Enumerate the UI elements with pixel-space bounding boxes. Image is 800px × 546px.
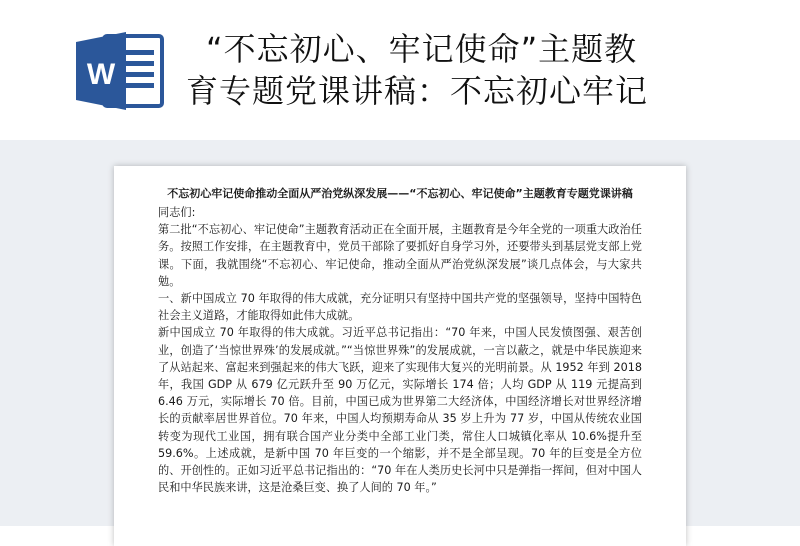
paragraph-intro: 第二批“不忘初心、牢记使命”主题教育活动正在全面开展，主题教育是今年全党的一项重大政治任务。按照工作安排，在主题教育中，党员干部除了要抓好自身学习外，还要带头到基层党支部上党课。下面，我就围绕“不忘初心、牢记使命，推动全面从严治党纵深发展”谈几点体会，与大家共勉。: [158, 223, 642, 288]
document-title: 不忘初心牢记使命推动全面从严治党纵深发展——“不忘初心、牢记使命”主题教育专题党课讲稿: [167, 187, 633, 200]
document-body: [158, 204, 642, 496]
paragraph-section-1-body: 新中国成立 70 年取得的伟大成就。习近平总书记指出：“70 年来，中国人民发愤图强、艰苦创业，创造了‘当惊世界殊’的发展成就。”“当惊世界殊”的发展成就，一言以蔽之，就是中华民族迎来了从站起来、富起来到强起来的伟大飞跃，迎来了实现伟大复兴的光明前景。从 1952 年到 2018 年，我国 GDP 从 679 亿元跃升至 90 万亿元，实际增长 174 倍；人均 GDP 从 119 元提高到 6.46 万元，实际增长 70 倍。目前，中国已成为世界第二大经济体，中国经济增长对世界经济增长的贡献率居世界首位。70 年来，中国人均预期寿命从 35 岁上升为 77 岁，中国从传统农业国转变为现代工业国，拥有联合国产业分类中全部工业门类，常住人口城镇化率从 10.6%提升至 59.6%。上述成就，是新中国 70 年巨变的一个缩影，并不是全部呈现。70 年的巨变是全方位的、开创性的。正如习近平总书记指出的：“70 年在人类历史长河中只是弹指一挥间，但对中国人民和中华民族来讲，这是沧桑巨变、换了人间的 70 年。”: [158, 326, 642, 495]
header-banner: [0, 0, 800, 140]
page-title-line-2: 育专题党课讲稿：不忘初心牢记: [186, 72, 649, 110]
paragraph-section-1-heading: 一、新中国成立 70 年取得的伟大成就，充分证明只有坚持中国共产党的坚强领导，坚持中国特色社会主义道路，才能取得如此伟大成就。: [158, 292, 642, 323]
document-page: [114, 166, 686, 546]
page-title-line-1: “不忘初心、牢记使命”主题教: [206, 30, 638, 68]
word-icon: [74, 30, 166, 112]
word-icon-letter: W: [86, 58, 116, 91]
page-title: [186, 28, 786, 112]
paragraph-salutation: 同志们:: [158, 206, 196, 219]
